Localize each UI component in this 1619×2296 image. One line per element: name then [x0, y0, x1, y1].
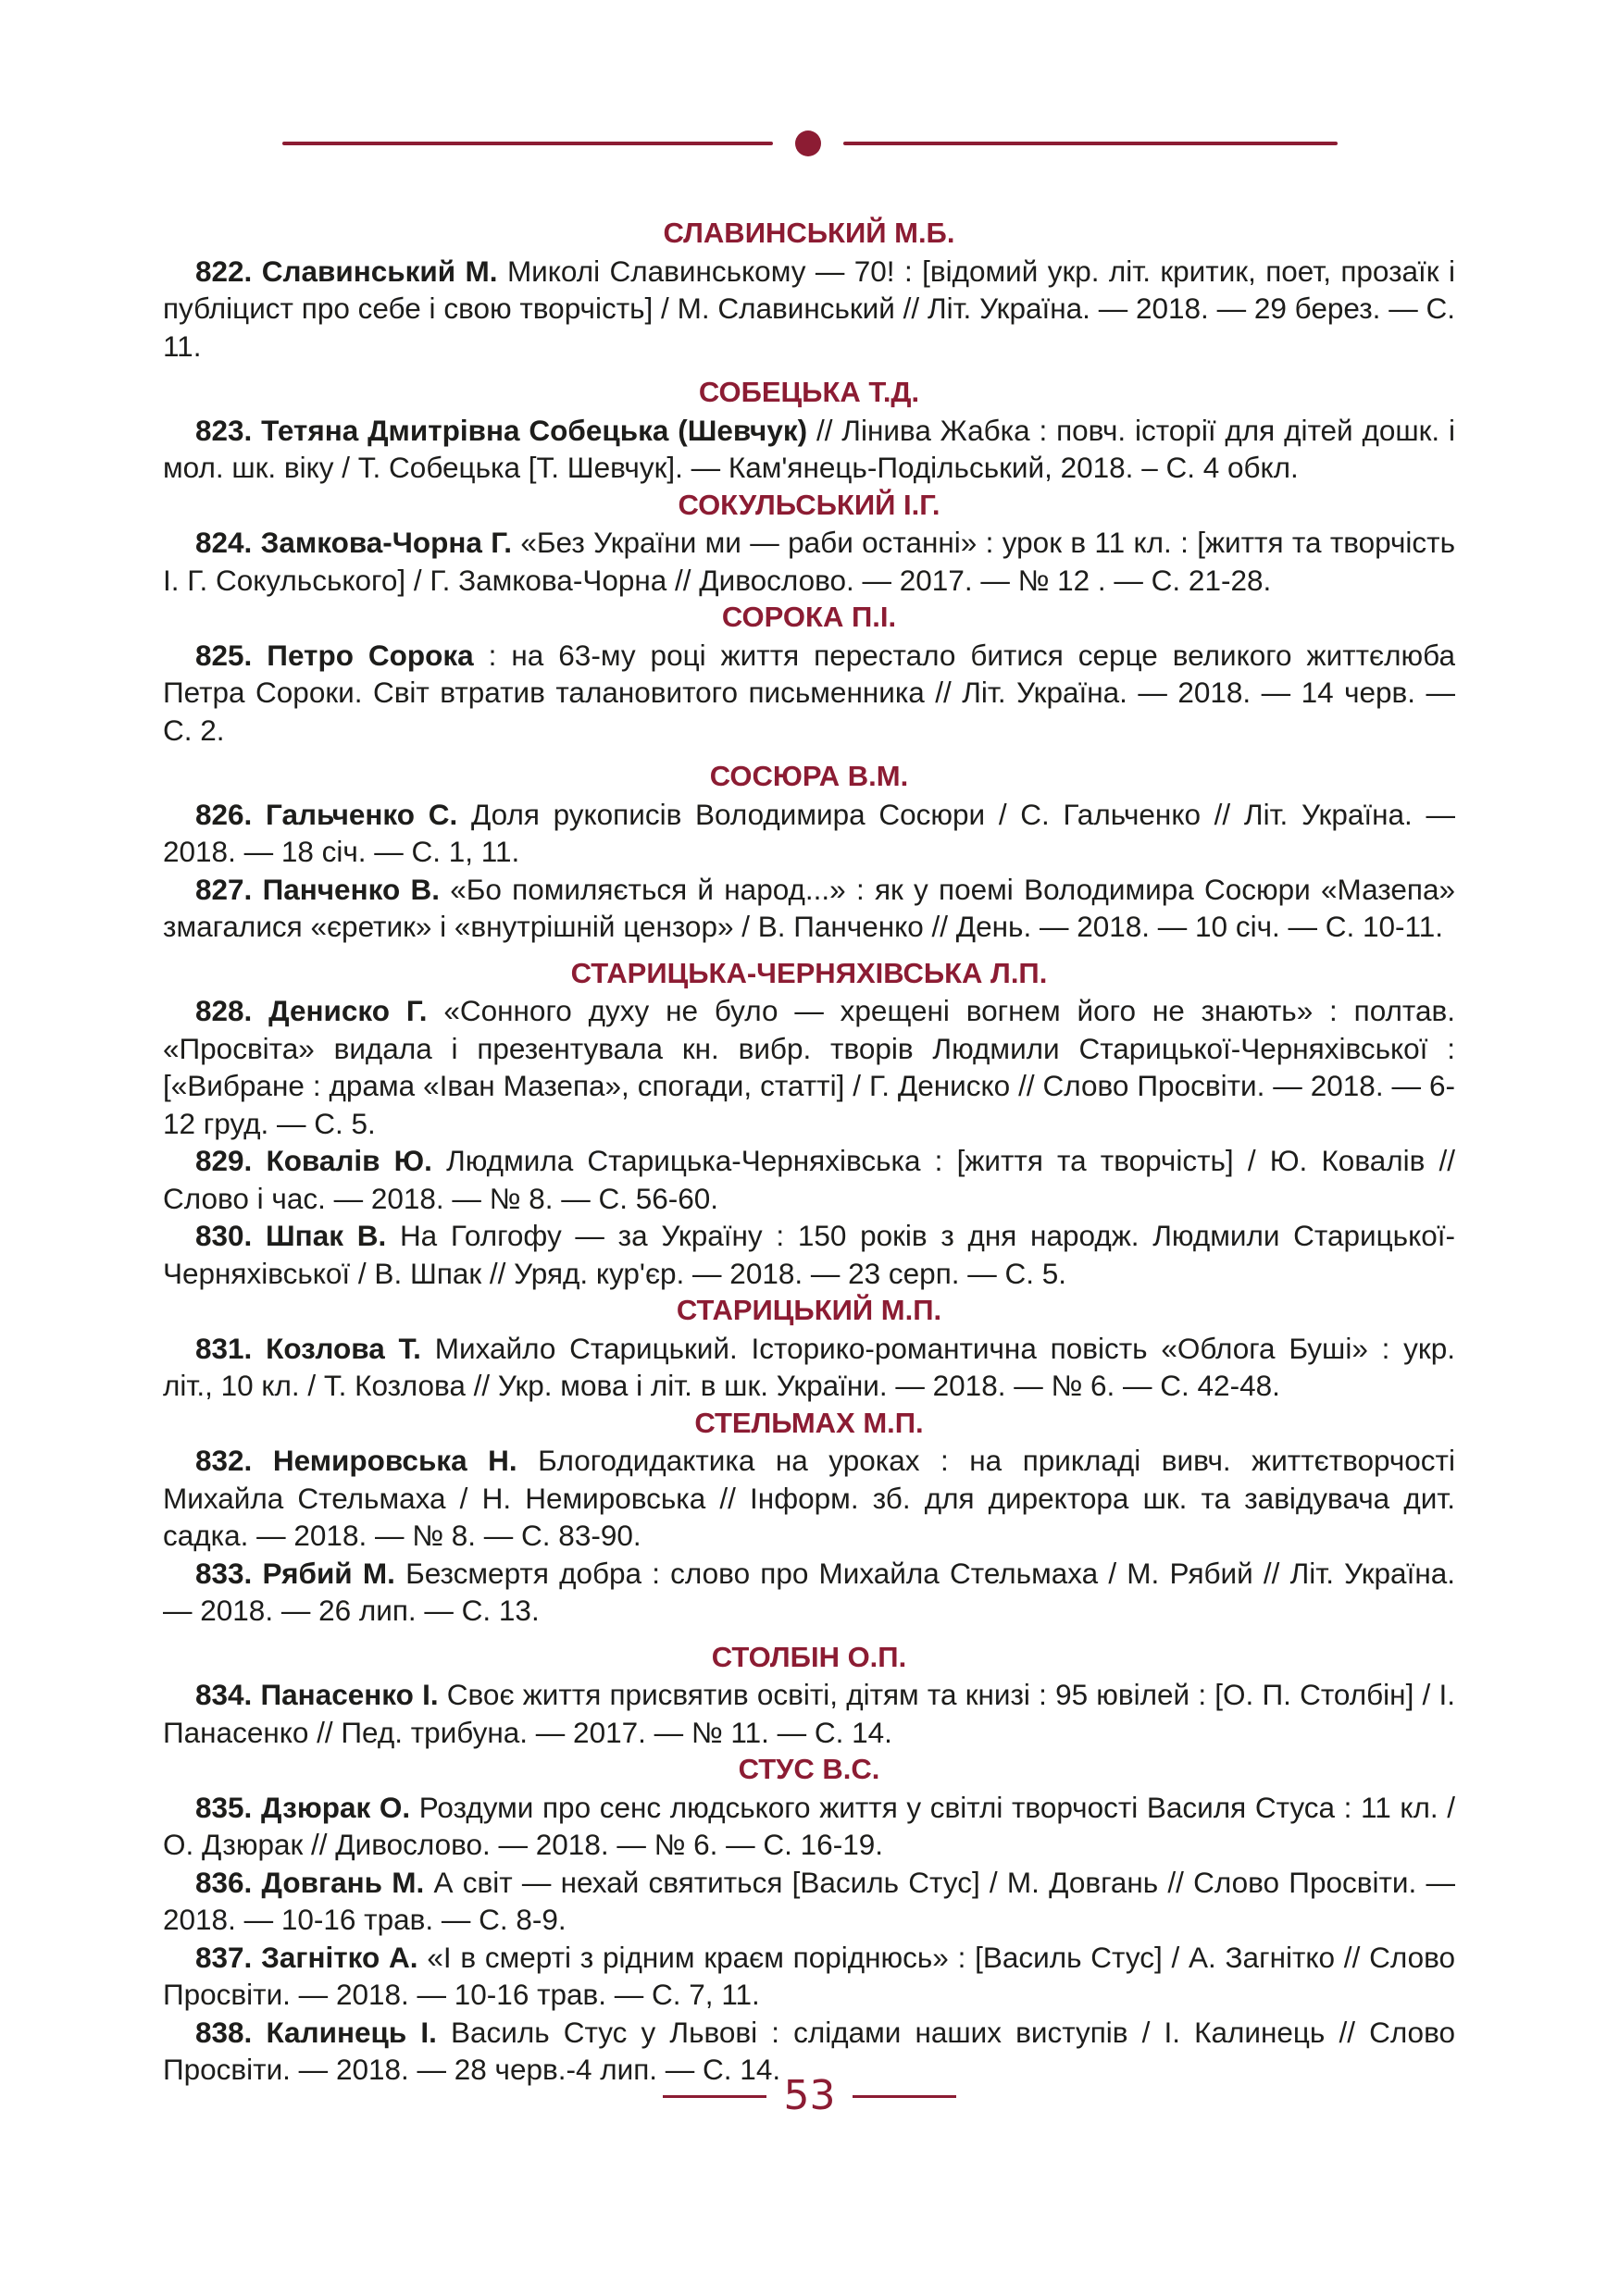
entry-number: 837.	[195, 1940, 253, 1974]
bibliography-entry	[163, 796, 1455, 871]
section-title: СТЕЛЬМАХ М.П.	[694, 1406, 924, 1439]
footer-rule-left	[663, 2095, 766, 2098]
section-title: СОБЕЦЬКА Т.Д.	[698, 376, 920, 408]
entry-author: Замкова-Чорна Г.	[260, 526, 512, 559]
section-slavynskyi	[163, 215, 1455, 365]
entry-author: Рябий М.	[262, 1556, 395, 1590]
entry-number: 834.	[195, 1678, 253, 1711]
entry-number: 827.	[195, 872, 253, 906]
bibliography-entry	[163, 1676, 1455, 1751]
section-starytskyi	[163, 1292, 1455, 1405]
entry-author: Шпак В.	[266, 1219, 387, 1252]
bibliography-entry	[163, 253, 1455, 366]
header-rule-left	[282, 142, 773, 145]
section-stelmakh	[163, 1405, 1455, 1630]
section-title: СОСЮРА В.М.	[709, 760, 909, 792]
entry-author: Дзюрак О.	[260, 1790, 411, 1824]
section-title: СТАРИЦЬКИЙ М.П.	[676, 1294, 942, 1326]
bibliography-entry	[163, 1789, 1455, 1864]
entry-text: Доля рукописів Володимира Сосюри / С. Гальченко // Літ. Україна. — 2018. — 18 січ. — С. 1, 11.	[163, 797, 1455, 868]
entry-number: 829.	[195, 1144, 253, 1177]
section-title: СОРОКА П.І.	[721, 601, 897, 633]
header-dot-ornament	[795, 130, 821, 156]
footer-rule-right	[853, 2095, 956, 2098]
entry-number: 833.	[195, 1556, 253, 1590]
page-number: 53	[783, 2072, 836, 2119]
entry-text: // Лінива Жабка : повч. історії для дітей дошк. і мол. шк. віку / Т. Собецька [Т. Шевчук]. — Кам'янець-Подільський, 2018. – С. 4 обкл.	[163, 413, 1455, 484]
entry-text: Василь Стус у Львові : слідами наших виступів / І. Калинець // Слово Просвіти. — 2018. — 28 черв.-4 лип. — С. 14.	[163, 2015, 1455, 2086]
entry-text: «Без України ми — раби останні» : урок в 11 кл. : [життя та творчість І. Г. Сокульського] / Г. Замкова-Чорна // Дивослово. — 2017. — № 12 . — С. 21-28.	[163, 526, 1455, 597]
entry-number: 831.	[195, 1331, 253, 1365]
bibliography-content	[163, 215, 1455, 2089]
entry-author: Калинець І.	[266, 2015, 437, 2049]
entry-author: Славинський М.	[261, 254, 498, 288]
entry-text: «Бо помиляється й народ...» : як у поемі Володимира Сосюри «Мазепа» змагалися «єретик» і «внутрішній цензор» / В. Панченко // День. — 2018. — 10 січ. — С. 10-11.	[163, 872, 1455, 943]
entry-text: Михайло Старицький. Історико-романтична повість «Облога Буші» : укр. літ., 10 кл. / Т. Козлова // Укр. мова і літ. в шк. України. — 2018. — № 6. — С. 42-48.	[163, 1331, 1455, 1402]
bibliography-entry	[163, 524, 1455, 599]
section-sobetska	[163, 374, 1455, 487]
entry-author: Дениско Г.	[268, 994, 428, 1027]
page-footer	[663, 2070, 957, 2122]
section-stolbin	[163, 1639, 1455, 1752]
section-title: СТУС В.С.	[738, 1753, 880, 1785]
entry-author: Загнітко А.	[261, 1940, 418, 1974]
bibliography-entry	[163, 1864, 1455, 1939]
bibliography-entry	[163, 1217, 1455, 1292]
entry-text: «І в смерті з рідним краєм поріднюсь» : [Василь Стус] / А. Загнітко // Слово Просвіти. — 2018. — 10-16 трав. — С. 7, 11.	[163, 1940, 1455, 2011]
entry-author: Немировська Н.	[272, 1444, 517, 1477]
entry-number: 822.	[195, 254, 253, 288]
entry-number: 830.	[195, 1219, 253, 1252]
bibliography-entry	[163, 1330, 1455, 1405]
entry-author: Тетяна Дмитрівна Собецька (Шевчук)	[261, 413, 808, 447]
bibliography-entry	[163, 412, 1455, 487]
entry-number: 823.	[195, 413, 253, 447]
bibliography-entry	[163, 1142, 1455, 1217]
header-ornament	[282, 130, 1338, 157]
section-starytska-cherniakhivska	[163, 955, 1455, 1293]
entry-text: Роздуми про сенс людського життя у світлі творчості Василя Стуса : 11 кл. / О. Дзюрак // Дивослово. — 2018. — № 6. — С. 16-19.	[163, 1790, 1455, 1861]
section-stus	[163, 1751, 1455, 2089]
entry-text: А світ — нехай святиться [Василь Стус] / М. Довгань // Слово Просвіти. — 2018. — 10-16 трав. — С. 8-9.	[163, 1865, 1455, 1936]
entry-text: : на 63-му році життя перестало битися серце великого життєлюба Петра Сороки. Світ втратив талановитого письменника // Літ. Україна. — 2018. — 14 черв. — С. 2.	[163, 638, 1455, 747]
section-title: СЛАВИНСЬКИЙ М.Б.	[663, 217, 955, 249]
entry-text: Безсмертя добра : слово про Михайла Стельмаха / М. Рябий // Літ. Україна. — 2018. — 26 лип. — С. 13.	[163, 1556, 1455, 1627]
section-soroka	[163, 599, 1455, 749]
entry-author: Панченко В.	[262, 872, 440, 906]
section-sokulskyi	[163, 487, 1455, 600]
entry-number: 824.	[195, 526, 253, 559]
entry-number: 835.	[195, 1790, 253, 1824]
section-title: СТОЛБІН О.П.	[711, 1640, 907, 1673]
entry-number: 832.	[195, 1444, 253, 1477]
entry-author: Довгань М.	[261, 1865, 425, 1899]
entry-number: 836.	[195, 1865, 253, 1899]
entry-text: «Сонного духу не було — хрещені вогнем його не знають» : полтав. «Просвіта» видала і презентувала кн. вибр. творів Людмили Старицької-Черняхівської : [«Вибране : драма «Іван Мазепа», спогади, статті] / Г. Дениско // Слово Просвіти. — 2018. — 6-12 груд. — С. 5.	[163, 994, 1455, 1140]
entry-text: Людмила Старицька-Черняхівська : [життя та творчість] / Ю. Ковалів // Слово і час. — 2018. — № 8. — С. 56-60.	[163, 1144, 1455, 1215]
entry-text: Блогодидактика на уроках : на прикладі вивч. життєтворчості Михайла Стельмаха / Н. Немировська // Інформ. зб. для директора шк. та завідувача дит. садка. — 2018. — № 8. — С. 83-90.	[163, 1444, 1455, 1552]
entry-text: Своє життя присвятив освіті, дітям та книзі : 95 ювілей : [О. П. Столбін] / І. Панасенко // Пед. трибуна. — 2017. — № 11. — С. 14.	[163, 1678, 1455, 1749]
section-title: СТАРИЦЬКА-ЧЕРНЯХІВСЬКА Л.П.	[570, 956, 1048, 989]
entry-number: 826.	[195, 797, 253, 831]
section-sosiura	[163, 758, 1455, 946]
entry-author: Ковалів Ю.	[266, 1144, 432, 1177]
bibliography-entry	[163, 1555, 1455, 1630]
bibliography-entry	[163, 992, 1455, 1142]
entry-author: Гальченко С.	[266, 797, 458, 831]
bibliography-entry	[163, 1939, 1455, 2014]
entry-text: Миколі Славинському — 70! : [відомий укр. літ. критик, поет, прозаїк і публіцист про себе і свою творчість] / М. Славинський // Літ. Україна. — 2018. — 29 берез. — С. 11.	[163, 254, 1455, 363]
bibliography-entry	[163, 1442, 1455, 1555]
entry-number: 838.	[195, 2015, 253, 2049]
header-rule-right	[843, 142, 1338, 145]
entry-author: Панасенко І.	[260, 1678, 439, 1711]
entry-author: Козлова Т.	[266, 1331, 421, 1365]
entry-number: 825.	[195, 638, 253, 672]
bibliography-entry	[163, 871, 1455, 946]
section-title: СОКУЛЬСЬКИЙ І.Г.	[678, 488, 940, 521]
bibliography-entry	[163, 637, 1455, 750]
entry-author: Петро Сорока	[267, 638, 474, 672]
entry-text: На Голгофу — за Україну : 150 років з дня народж. Людмили Старицької-Черняхівської / В. Шпак // Уряд. кур'єр. — 2018. — 23 серп. — С. 5.	[163, 1219, 1455, 1290]
entry-number: 828.	[195, 994, 253, 1027]
